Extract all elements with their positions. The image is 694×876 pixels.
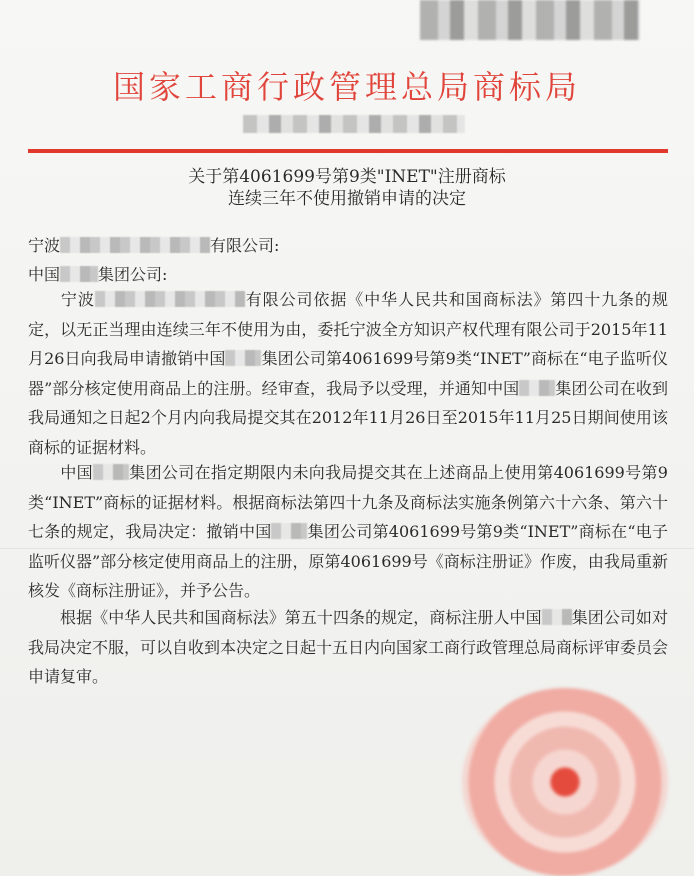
redaction-block <box>519 380 555 396</box>
paragraph-2: 中国 集团公司在指定期限内未向我局提交其在上述商品上使用第4061699号第9类“INET”商标的证据材料。根据商标法第四十九条及商标法实施条例第六十六条、第六十七条的规定，我局决定：撤销中国 集团公司第4061699号第9类“INET”商标在“电子监听仪器”部分核定使用商品上的注册，原第4061699号《商标注册证》作废，由我局重新核发《商标注册证》，并予公告。 <box>28 463 668 600</box>
addressee-1: 宁波 有限公司: <box>28 236 280 255</box>
redaction-block <box>93 464 129 480</box>
redaction-block <box>271 523 307 539</box>
redaction-block <box>542 609 572 625</box>
addressee-2: 中国 集团公司: <box>28 265 168 284</box>
document-title-line2: 连续三年不使用撤销申请的决定 <box>228 189 466 209</box>
official-seal-pixelated <box>462 688 668 876</box>
document-title-line1: 关于第4061699号第9类"INET"注册商标 <box>188 167 506 187</box>
issuer-header: 国家工商行政管理总局商标局 <box>112 68 581 106</box>
redacted-reference-number <box>420 0 640 40</box>
redaction-block <box>60 266 98 282</box>
redaction-block <box>60 237 210 253</box>
redaction-block <box>225 350 261 366</box>
header-red-rule <box>28 149 668 153</box>
redaction-block <box>95 291 245 307</box>
paragraph-1: 宁波 有限公司依据《中华人民共和国商标法》第四十九条的规定，以无正当理由连续三年不使用为由，委托宁波全方知识产权代理有限公司于2015年11月26日向我局申请撤销中国 集团公司第4061699号第9类“INET”商标在“电子监听仪器”部分核定使用商品上的注册。经审查，我局予以受理，并通知中国 集团公司在收到我局通知之日起2个月内向我局提交其在2012年11月26日至2015年11月25日期间使用该商标的证据材料。 <box>28 290 668 457</box>
paragraph-3: 根据《中华人民共和国商标法》第五十四条的规定，商标注册人中国 集团公司如对我局决定不服，可以自收到本决定之日起十五日内向国家工商行政管理总局商标评审委员会申请复审。 <box>28 608 669 686</box>
document-title <box>0 166 694 210</box>
redacted-document-number <box>243 115 465 133</box>
paper-fold-line <box>0 548 694 549</box>
